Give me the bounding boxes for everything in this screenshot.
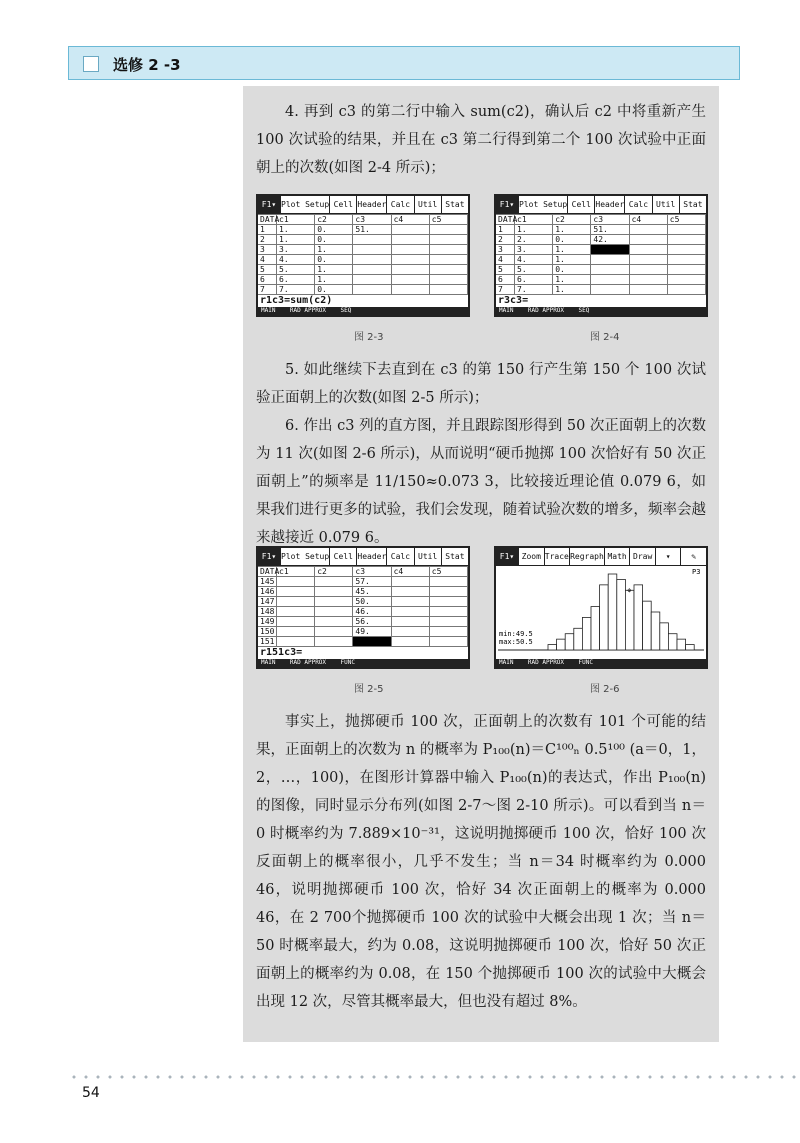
table-cell (429, 577, 467, 587)
table-cell (277, 617, 315, 627)
toolbar-key: Header (357, 196, 387, 213)
status-mode: RAD APPROX (527, 307, 565, 314)
table-cell (353, 275, 391, 285)
table-row (258, 617, 468, 627)
min-label: min:49.5 (499, 630, 533, 638)
table-cell: 0. (553, 265, 591, 275)
histogram-bar (600, 585, 609, 650)
table-cell: 4. (277, 255, 315, 265)
footer-divider (68, 1075, 800, 1079)
table-cell (315, 617, 353, 627)
row-number: 3 (496, 245, 515, 255)
histogram-bar (660, 623, 669, 650)
toolbar-key: Calc (625, 196, 652, 213)
table-cell: 51. (353, 225, 391, 235)
table-cell (429, 285, 467, 295)
row-number: 2 (496, 235, 515, 245)
calc-toolbar (258, 196, 468, 214)
row-number: 2 (258, 235, 277, 245)
table-cell (591, 285, 629, 295)
status-main: MAIN (261, 307, 276, 314)
table-cell (429, 627, 467, 637)
table-row (258, 285, 468, 295)
table-corner: DATA (260, 215, 280, 224)
paragraph-step-6: 6. 作出 c3 列的直方图，并且跟踪图形得到 50 次正面朝上的次数为 11 次(如图 2-6 所示)，从而说明“硬币抛掷 100 次恰好有 50 次正面朝上”的频率是 11/150≈0.073 3，比较接近理论值 0.079 6，如果我们进行更多的试验，我们会发现，随着试验次数的增多，频率会越来越接近 0.079 6。 (256, 418, 706, 546)
table-cell: 3. (277, 245, 315, 255)
table-cell: 1. (553, 245, 591, 255)
histogram-bar (565, 634, 574, 650)
chapter-header (68, 46, 740, 80)
table-cell (429, 597, 467, 607)
status-func: FUNC (340, 659, 355, 666)
table-cell (429, 617, 467, 627)
table-cell (667, 245, 705, 255)
table-cell (667, 265, 705, 275)
table-cell (429, 607, 467, 617)
toolbar-key: Stat (445, 200, 465, 209)
table-cell: 1. (515, 225, 553, 235)
table-cell: 46. (353, 607, 391, 617)
figure-caption: 图 2-3 (354, 332, 384, 343)
table-row (258, 637, 468, 647)
table-cell: 56. (353, 617, 391, 627)
table-cell (391, 245, 429, 255)
plot-label: P3 (692, 568, 701, 576)
table-row (258, 577, 468, 587)
col-header: c4 (391, 215, 429, 225)
table-cell (629, 265, 667, 275)
table-cell (353, 245, 391, 255)
histogram-bar (625, 590, 634, 650)
table-cell: 6. (277, 275, 315, 285)
table-cell (391, 225, 429, 235)
table-cell (429, 587, 467, 597)
status-mode: RAD APPROX (289, 659, 327, 666)
toolbar-key: F1▾ (496, 548, 519, 565)
row-number: 7 (496, 285, 515, 295)
figure-2-4 (494, 194, 708, 317)
table-cell: 6. (515, 275, 553, 285)
histogram-bar (668, 634, 677, 650)
table-row (496, 235, 706, 245)
row-number: 1 (496, 225, 515, 235)
col-header: c5 (429, 215, 467, 225)
table-row (258, 255, 468, 265)
histogram-bar (651, 612, 660, 650)
figure-2-3 (256, 194, 470, 317)
row-number: 4 (496, 255, 515, 265)
table-cell (391, 265, 429, 275)
trace-cursor-icon: ⌖ (626, 586, 632, 597)
table-cell: 0. (315, 225, 353, 235)
col-header: c1 (277, 215, 315, 225)
histogram-bar (677, 639, 686, 650)
histogram-plot (496, 566, 706, 662)
toolbar-key: Util (415, 548, 442, 565)
toolbar-key: Cell (330, 196, 357, 213)
row-number: 6 (496, 275, 515, 285)
table-cell: 1. (315, 245, 353, 255)
table-row (258, 607, 468, 617)
status-mode: RAD APPROX (289, 307, 327, 314)
table-cell (277, 577, 315, 587)
table-cell: 1. (553, 255, 591, 265)
table-cell (667, 235, 705, 245)
status-bar (258, 307, 468, 315)
histogram-bar (591, 607, 600, 650)
table-cell (277, 637, 315, 647)
table-cell (629, 245, 667, 255)
table-cell: 1. (553, 225, 591, 235)
table-cell: 4. (515, 255, 553, 265)
entry-line: r3c3= (498, 295, 529, 306)
row-number: 5 (258, 265, 277, 275)
figure-2-6 (494, 546, 708, 669)
toolbar-key: Stat (445, 552, 465, 561)
table-cell (391, 627, 429, 637)
table-cell (429, 265, 467, 275)
histogram-bar (686, 645, 695, 650)
table-cell (391, 607, 429, 617)
table-cell: 1. (315, 275, 353, 285)
table-cell: 1. (315, 265, 353, 275)
data-table (258, 566, 468, 647)
toolbar-key: F1▾ (496, 196, 519, 213)
row-number: 148 (258, 607, 277, 617)
data-table (258, 214, 468, 295)
chapter-title: 选修 2 -3 (113, 56, 181, 74)
toolbar-key: Calc (387, 548, 414, 565)
table-cell (277, 627, 315, 637)
paragraph-step-4: 4. 再到 c3 的第二行中输入 sum(c2)，确认后 c2 中将重新产生 100 次试验的结果，并且在 c3 第二行得到第二个 100 次试验中正面朝上的次数(如图 2-4 所示)； (256, 104, 706, 176)
table-cell: 1. (277, 235, 315, 245)
table-cell: 49. (353, 627, 391, 637)
col-header: c2 (315, 215, 353, 225)
col-header: c3 (353, 567, 391, 577)
table-corner: DATA (498, 215, 518, 224)
toolbar-key: Plot Setup (281, 196, 330, 213)
row-number: 6 (258, 275, 277, 285)
table-cell (277, 607, 315, 617)
table-cell (391, 597, 429, 607)
table-cell (629, 285, 667, 295)
paragraph-step-5: 5. 如此继续下去直到在 c3 的第 150 行产生第 150 个 100 次试验正面朝上的次数(如图 2-5 所示)； (256, 362, 706, 406)
status-main: MAIN (261, 659, 276, 666)
table-cell (277, 597, 315, 607)
figure-caption: 图 2-4 (590, 332, 620, 343)
toolbar-key: Util (653, 196, 680, 213)
table-cell (667, 255, 705, 265)
table-row (496, 265, 706, 275)
table-row (496, 225, 706, 235)
toolbar-key: Draw (630, 548, 656, 565)
histogram-bar (582, 617, 591, 650)
selected-cell (591, 245, 629, 255)
toolbar-key: Util (415, 196, 442, 213)
table-cell (353, 255, 391, 265)
calc-toolbar (258, 548, 468, 566)
histogram-bar (608, 574, 617, 650)
table-corner: DATA (260, 567, 280, 576)
table-cell (315, 637, 353, 647)
row-number: 5 (496, 265, 515, 275)
entry-line: r1c3=sum(c2) (260, 295, 333, 306)
table-row (258, 245, 468, 255)
table-cell (667, 225, 705, 235)
table-cell (629, 255, 667, 265)
row-number: 1 (258, 225, 277, 235)
table-cell (391, 617, 429, 627)
table-row (496, 245, 706, 255)
table-cell: 2. (515, 235, 553, 245)
data-table (496, 214, 706, 295)
status-main: MAIN (499, 659, 514, 666)
status-bar (496, 659, 706, 667)
page-number: 54 (82, 1085, 100, 1101)
table-cell: 42. (591, 235, 629, 245)
table-row (258, 597, 468, 607)
row-number: 3 (258, 245, 277, 255)
entry-line: r151c3= (260, 647, 303, 658)
row-number: 4 (258, 255, 277, 265)
table-cell: 45. (353, 587, 391, 597)
col-header: c3 (591, 215, 629, 225)
row-number: 145 (258, 577, 277, 587)
histogram-bar (643, 601, 652, 650)
table-cell (353, 265, 391, 275)
table-cell: 0. (315, 235, 353, 245)
table-row (496, 285, 706, 295)
table-cell: 1. (277, 225, 315, 235)
table-cell (315, 607, 353, 617)
header-square-icon (83, 56, 99, 72)
row-number: 151 (258, 637, 277, 647)
table-cell (429, 245, 467, 255)
table-row (496, 255, 706, 265)
table-cell (277, 587, 315, 597)
table-cell (429, 225, 467, 235)
toolbar-key: Header (357, 548, 387, 565)
table-cell (629, 275, 667, 285)
toolbar-key: Trace (545, 548, 571, 565)
table-row (496, 275, 706, 285)
col-header: c5 (429, 567, 467, 577)
max-label: max:50.5 (499, 638, 533, 646)
col-header: c3 (353, 215, 391, 225)
table-cell (429, 235, 467, 245)
graph-toolbar (496, 548, 706, 566)
table-cell (591, 255, 629, 265)
table-cell (429, 275, 467, 285)
table-cell (391, 255, 429, 265)
figure-caption: 图 2-6 (590, 684, 620, 695)
table-cell (591, 265, 629, 275)
calc-toolbar (496, 196, 706, 214)
table-cell (429, 255, 467, 265)
table-cell: 0. (553, 235, 591, 245)
status-bar (496, 307, 706, 315)
toolbar-key: Stat (683, 200, 703, 209)
table-cell (629, 235, 667, 245)
histogram-bar (634, 585, 643, 650)
toolbar-key: ▾ (656, 548, 682, 565)
toolbar-key: Cell (330, 548, 357, 565)
status-func: SEQ (578, 307, 590, 314)
pencil-icon: ✎ (691, 552, 697, 561)
toolbar-key: Header (595, 196, 625, 213)
table-row (258, 265, 468, 275)
table-cell (591, 275, 629, 285)
table-cell: 7. (277, 285, 315, 295)
table-row (258, 587, 468, 597)
col-header: c1 (515, 215, 553, 225)
table-cell (353, 285, 391, 295)
col-header: c5 (667, 215, 705, 225)
table-cell (391, 275, 429, 285)
toolbar-key: F1▾ (258, 196, 281, 213)
table-cell (315, 577, 353, 587)
col-header: c4 (629, 215, 667, 225)
table-cell: 5. (277, 265, 315, 275)
table-row (258, 235, 468, 245)
histogram-bar (617, 579, 626, 650)
row-number: 149 (258, 617, 277, 627)
table-cell: 1. (553, 275, 591, 285)
table-cell: 5. (515, 265, 553, 275)
selected-cell (353, 637, 391, 647)
table-cell (667, 285, 705, 295)
table-cell: 57. (353, 577, 391, 587)
table-cell (391, 587, 429, 597)
table-cell (315, 597, 353, 607)
col-header: c2 (315, 567, 353, 577)
table-cell: 50. (353, 597, 391, 607)
row-number: 150 (258, 627, 277, 637)
table-cell (429, 637, 467, 647)
table-cell (391, 637, 429, 647)
histogram-bar (574, 628, 583, 650)
status-main: MAIN (499, 307, 514, 314)
table-cell: 1. (553, 285, 591, 295)
col-header: c2 (553, 215, 591, 225)
histogram-bar (548, 645, 557, 650)
status-mode: RAD APPROX (527, 659, 565, 666)
histogram-bar (557, 639, 566, 650)
table-cell: 7. (515, 285, 553, 295)
table-cell (629, 225, 667, 235)
table-row (258, 225, 468, 235)
table-cell (315, 587, 353, 597)
table-row (258, 627, 468, 637)
toolbar-key: Math (605, 548, 631, 565)
figure-caption: 图 2-5 (354, 684, 384, 695)
toolbar-key: Zoom (519, 548, 545, 565)
toolbar-key: Cell (568, 196, 595, 213)
table-cell: 3. (515, 245, 553, 255)
toolbar-key: Plot Setup (281, 548, 330, 565)
table-cell (315, 627, 353, 637)
toolbar-key: Regraph (570, 548, 605, 565)
status-func: SEQ (340, 307, 352, 314)
status-bar (258, 659, 468, 667)
row-number: 146 (258, 587, 277, 597)
table-cell: 0. (315, 255, 353, 265)
paragraph-conclusion: 事实上，抛掷硬币 100 次，正面朝上的次数有 101 个可能的结果，正面朝上的次数为 n 的概率为 P₁₀₀(n)＝C¹⁰⁰ₙ 0.5¹⁰⁰ (a＝0，1，2，…，100)，在图形计算器中输入 P₁₀₀(n)的表达式，作出 P₁₀₀(n)的图像，同时显示分布列(如图 2-7～图 2-10 所示)。可以看到当 n＝0 时概率约为 7.889×10⁻³¹，这说明抛掷硬币 100 次，恰好 100 次反面朝上的概率很小，几乎不发生；当 n＝34 时概率约为 0.000 46，说明抛掷硬币 100 次，恰好 34 次正面朝上的概率为 0.000 46，在 2 700个抛掷硬币 100 次的试验中大概会出现 1 次；当 n＝50 时概率最大，约为 0.08，这说明抛掷硬币 100 次，恰好 50 次正面朝上的概率约为 0.08，在 150 个抛掷硬币 100 次的试验中大概会出现 12 次，尽管其概率最大，但也没有超过 8%。 (256, 714, 706, 1010)
table-cell (391, 285, 429, 295)
col-header: c4 (391, 567, 429, 577)
col-header: c1 (277, 567, 315, 577)
table-cell: 51. (591, 225, 629, 235)
table-cell (353, 235, 391, 245)
status-func: FUNC (578, 659, 593, 666)
table-row (258, 275, 468, 285)
table-cell (667, 275, 705, 285)
row-number: 147 (258, 597, 277, 607)
table-cell: 0. (315, 285, 353, 295)
figure-2-5 (256, 546, 470, 669)
table-cell (391, 235, 429, 245)
toolbar-key: Calc (387, 196, 414, 213)
row-number: 7 (258, 285, 277, 295)
toolbar-key: F1▾ (258, 548, 281, 565)
toolbar-key: Plot Setup (519, 196, 568, 213)
table-cell (391, 577, 429, 587)
